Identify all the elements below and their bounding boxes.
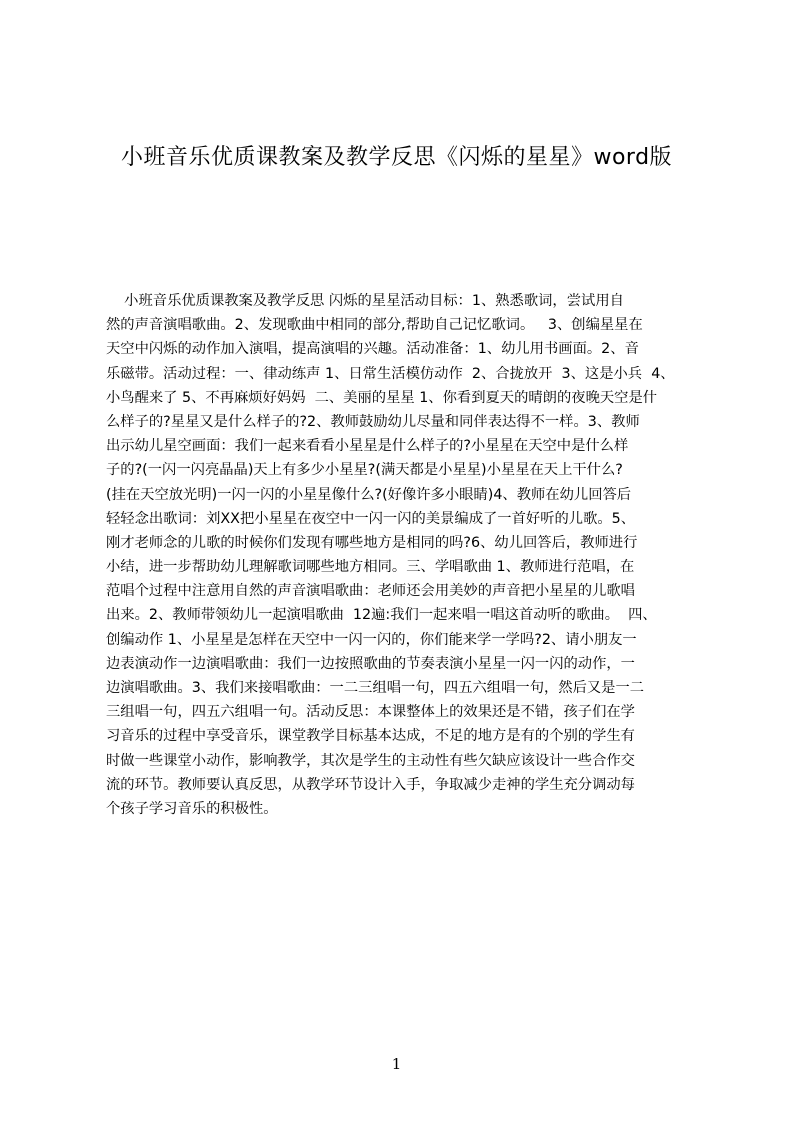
body-line: 乐磁带。活动过程：一、律动练声 1、日常生活模仿动作 2、合拢放开 3、这是小兵 4、 (106, 365, 675, 382)
body-line: 三组唱一句，四五六组唱一句。活动反思：本课整体上的效果还是不错，孩子们在学 (106, 704, 635, 721)
body-line: 出示幼儿星空画面：我们一起来看看小星星是什么样子的?小星星在天空中是什么样 (106, 438, 629, 455)
body-line: 然的声音演唱歌曲。2、发现歌曲中相同的部分,帮助自己记忆歌词。 3、创编星星在 (106, 317, 643, 334)
body-line: 创编动作 1、小星星是怎样在天空中一闪一闪的，你们能来学一学吗?2、请小朋友一 (106, 631, 637, 648)
body-line: 个孩子学习音乐的积极性。 (106, 800, 278, 817)
body-line: 小鸟醒来了 5、不再麻烦好妈妈 二、美丽的星星 1、你看到夏天的晴朗的夜晚天空是什 (106, 389, 658, 406)
body-line: 时做一些课堂小动作，影响教学，其次是学生的主动性有些欠缺应该设计一些合作交 (106, 752, 635, 769)
body-line: 边演唱歌曲。3、我们来接唱歌曲：一二三组唱一句，四五六组唱一句，然后又是一二 (106, 680, 645, 696)
body-line: 出来。2、教师带领幼儿一起演唱歌曲 12遍:我们一起来唱一唱这首动听的歌曲。 四、 (106, 607, 657, 624)
body-line: 小班音乐优质课教案及教学反思 闪烁的星星活动目标：1、熟悉歌词，尝试用自 (106, 293, 624, 309)
body-line: 轻轻念出歌词：刘XX把小星星在夜空中一闪一闪的美景编成了一首好听的儿歌。5、 (106, 510, 636, 527)
body-line: 子的?(一闪一闪亮晶晶)天上有多少小星星?(满天都是小星星)小星星在天上干什么? (106, 462, 623, 479)
page-number: 1 (391, 1055, 402, 1073)
document-title: 小班音乐优质课教案及教学反思《闪烁的星星》word版 (120, 145, 673, 170)
body-line: 小结，进一步帮助幼儿理解歌词哪些地方相同。三、学唱歌曲 1、教师进行范唱，在 (106, 559, 635, 576)
body-line: 习音乐的过程中享受音乐，课堂教学目标基本达成，不足的地方是有的个别的学生有 (106, 728, 635, 745)
body-line: 么样子的?星星又是什么样子的?2、教师鼓励幼儿尽量和同伴表达得不一样。3、教师 (106, 413, 640, 430)
body-line: 刚才老师念的儿歌的时候你们发现有哪些地方是相同的吗?6、幼儿回答后，教师进行 (106, 534, 638, 551)
body-line: 边表演动作一边演唱歌曲：我们一边按照歌曲的节奏表演小星星一闪一闪的动作，一 (106, 655, 635, 672)
body-line: 范唱个过程中注意用自然的声音演唱歌曲：老师还会用美妙的声音把小星星的儿歌唱 (106, 583, 635, 600)
body-line: (挂在天空放光明)一闪一闪的小星星像什么?(好像许多小眼睛)4、教师在幼儿回答后 (106, 486, 632, 503)
body-text (106, 289, 698, 879)
body-line: 流的环节。教师要认真反思，从教学环节设计入手，争取减少走神的学生充分调动每 (106, 776, 635, 793)
body-line: 天空中闪烁的动作加入演唱，提高演唱的兴趣。活动准备：1、幼儿用书画面。2、音 (106, 341, 639, 358)
